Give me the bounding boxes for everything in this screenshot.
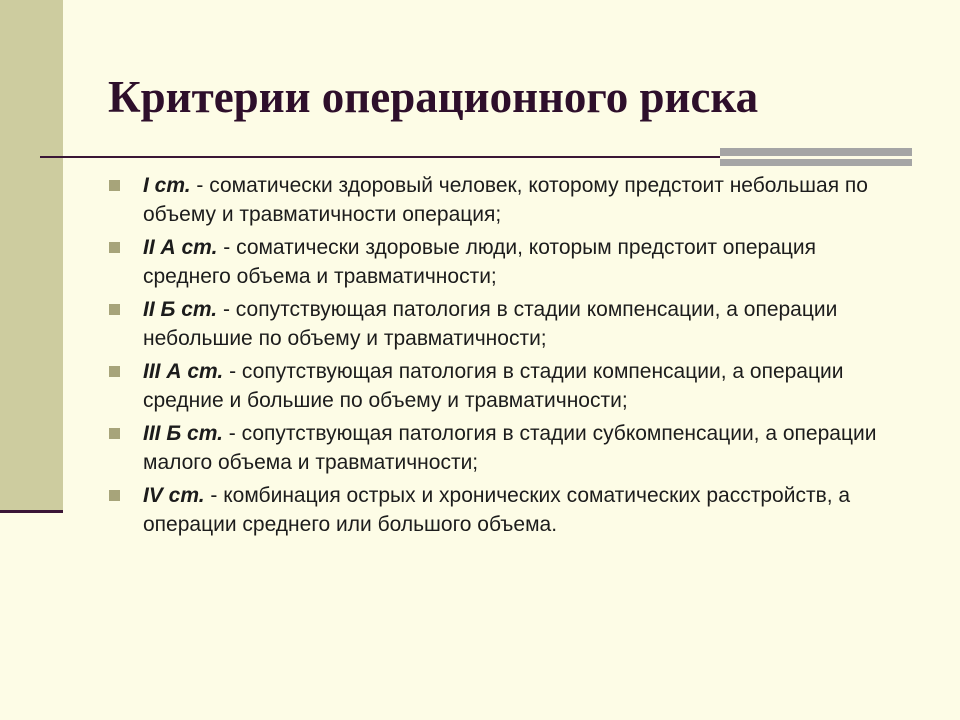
risk-level-label: III А ст. <box>143 360 224 383</box>
risk-level-description: - комбинация острых и хронических соматических расстройств, а операции среднего или большого объема. <box>143 484 851 536</box>
decorative-gray-bar <box>720 148 912 166</box>
risk-level-label: IV ст. <box>143 484 205 507</box>
risk-level-label: I ст. <box>143 174 191 197</box>
risk-level-label: II Б ст. <box>143 298 218 321</box>
risk-level-description: - соматически здоровые люди, которым предстоит операция среднего объема и травматичности; <box>143 236 817 288</box>
square-bullet-icon <box>109 304 120 315</box>
left-band-divider <box>0 510 63 513</box>
left-decorative-band <box>0 0 63 512</box>
list-item <box>108 357 908 415</box>
list-item <box>108 419 908 477</box>
square-bullet-icon <box>109 366 120 377</box>
risk-level-description: - сопутствующая патология в стадии субкомпенсации, а операции малого объема и травматичности; <box>143 422 877 474</box>
square-bullet-icon <box>109 428 120 439</box>
risk-level-description: - сопутствующая патология в стадии компенсации, а операции небольшие по объему и травматичности; <box>143 298 838 350</box>
risk-level-label: II А ст. <box>143 236 218 259</box>
risk-level-description: - соматически здоровый человек, которому предстоит небольшая по объему и травматичности операция; <box>143 174 868 226</box>
list-item <box>108 233 908 291</box>
slide-title: Критерии операционного риска <box>108 72 759 122</box>
risk-level-label: III Б ст. <box>143 422 223 445</box>
square-bullet-icon <box>109 180 120 191</box>
list-item <box>108 171 908 229</box>
bullet-list <box>108 171 908 543</box>
list-item <box>108 481 908 539</box>
square-bullet-icon <box>109 242 120 253</box>
list-item <box>108 295 908 353</box>
square-bullet-icon <box>109 490 120 501</box>
risk-level-description: - сопутствующая патология в стадии компенсации, а операции средние и большие по объему и травматичности; <box>143 360 844 412</box>
